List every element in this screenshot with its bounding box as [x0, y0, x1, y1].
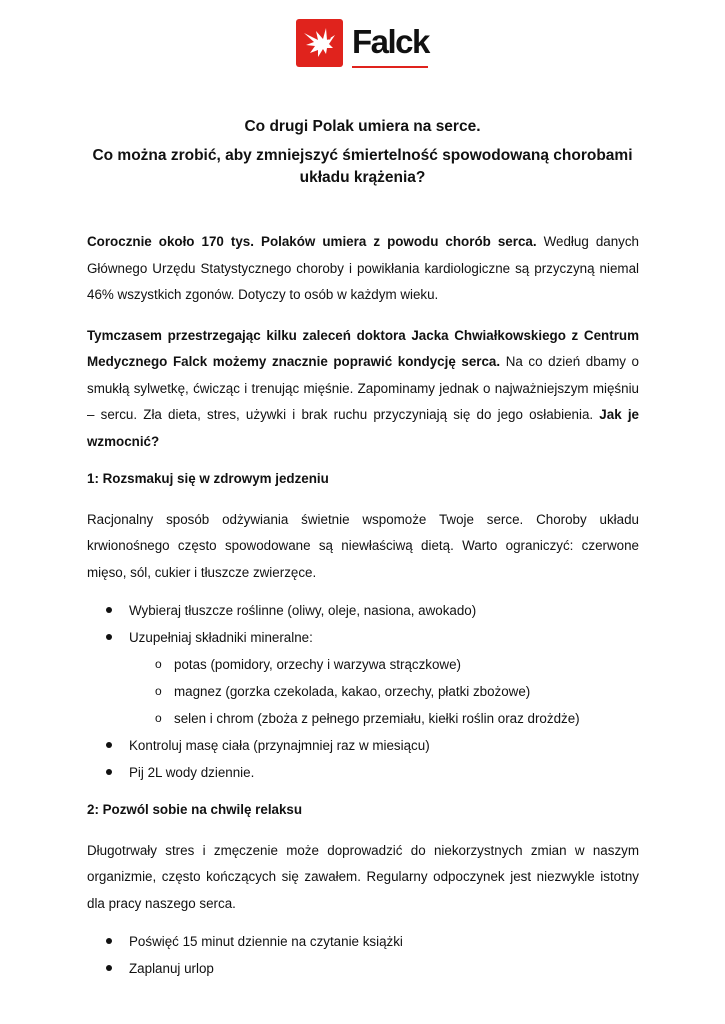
section2-paragraph: Długotrwały stres i zmęczenie może doprowadzić do niekorzystnych zmian w naszym organizmie, często kończących się zawałem. Regularny odpoczynek jest niezwykle istotny dla pracy naszego serca. [87, 842, 639, 911]
section1-heading: 1: Rozsmakuj się w zdrowym jedzeniu [87, 471, 329, 486]
sublist-item: o potas (pomidory, orzechy i warzywa strączkowe) [129, 651, 639, 678]
logo-divider [352, 66, 428, 68]
advice-question: Jak je wzmocnić? [87, 407, 639, 449]
advice-paragraph [87, 323, 639, 456]
intro-text: Według danych Głównego Urzędu Statystycznego choroby i powikłania kardiologiczne są przyczyną niemal 46% wszystkich zgonów. Dotyczy to osób w każdym wieku. [87, 234, 640, 302]
title-line-1: Co drugi Polak umiera na serce. [244, 118, 481, 135]
bullet-icon [106, 769, 112, 775]
bullet-icon [106, 607, 112, 613]
list-item: Poświęć 15 minut dziennie na czytanie książki [87, 928, 639, 955]
bullet-icon [106, 938, 112, 944]
falck-eagle-icon [296, 19, 343, 67]
section2-heading: 2: Pozwól sobie na chwilę relaksu [87, 802, 303, 817]
title-line-2: Co można zrobić, aby zmniejszyć śmiertelność spowodowaną chorobami [92, 147, 633, 164]
section1-list [87, 597, 639, 786]
list-item: Uzupełniaj składniki mineralne: o potas (pomidory, orzechy i warzywa strączkowe) o magnez (gorzka czekolada, kakao, orzechy, płatki zbożowe) o selen i chrom (zboża z pełnego przemiału, kiełki roślin oraz drożdże) [87, 624, 639, 732]
list-item: Zaplanuj urlop [87, 955, 639, 982]
list-item: Kontroluj masę ciała (przynajmniej raz w miesiącu) [87, 732, 639, 759]
circle-bullet-icon: o [155, 711, 162, 725]
bullet-icon [106, 634, 112, 640]
title-line-3: układu krążenia? [299, 169, 426, 186]
intro-bold: Corocznie około 170 tys. Polaków umiera z powodu chorób serca. [87, 234, 537, 249]
intro-paragraph [87, 229, 639, 309]
bullet-icon [106, 742, 112, 748]
document-title [60, 116, 665, 189]
section2-list [87, 928, 639, 982]
advice-text: Na co dzień dbamy o smukłą sylwetkę, ćwicząc i trenując mięśnie. Zapominamy jednak o najważniejszym mięśniu – sercu. Zła dieta, stres, używki i brak ruchu przyczyniają się do jego osłabienia. [87, 354, 639, 422]
advice-bold: Tymczasem przestrzegając kilku zaleceń doktora Jacka Chwiałkowskiego z Centrum Medycznego Falck możemy znacznie poprawić kondycję serca. [87, 327, 639, 369]
brand-name: Falck [352, 23, 429, 60]
document-body [87, 229, 639, 982]
list-item: Pij 2L wody dziennie. [87, 759, 639, 786]
section1-paragraph: Racjonalny sposób odżywiania świetnie wspomoże Twoje serce. Choroby układu krwionośnego często spowodowane są niewłaściwą dietą. Warto ograniczyć: czerwone mięso, sól, cukier i tłuszcze zwierzęce. [87, 511, 639, 580]
minerals-sublist [129, 651, 639, 732]
circle-bullet-icon: o [155, 657, 162, 671]
circle-bullet-icon: o [155, 684, 162, 698]
bullet-icon [106, 965, 112, 971]
sublist-item: o selen i chrom (zboża z pełnego przemiału, kiełki roślin oraz drożdże) [129, 705, 639, 732]
list-item: Wybieraj tłuszcze roślinne (oliwy, oleje, nasiona, awokado) [87, 597, 639, 624]
falck-logo [296, 19, 430, 69]
sublist-item: o magnez (gorzka czekolada, kakao, orzechy, płatki zbożowe) [129, 678, 639, 705]
